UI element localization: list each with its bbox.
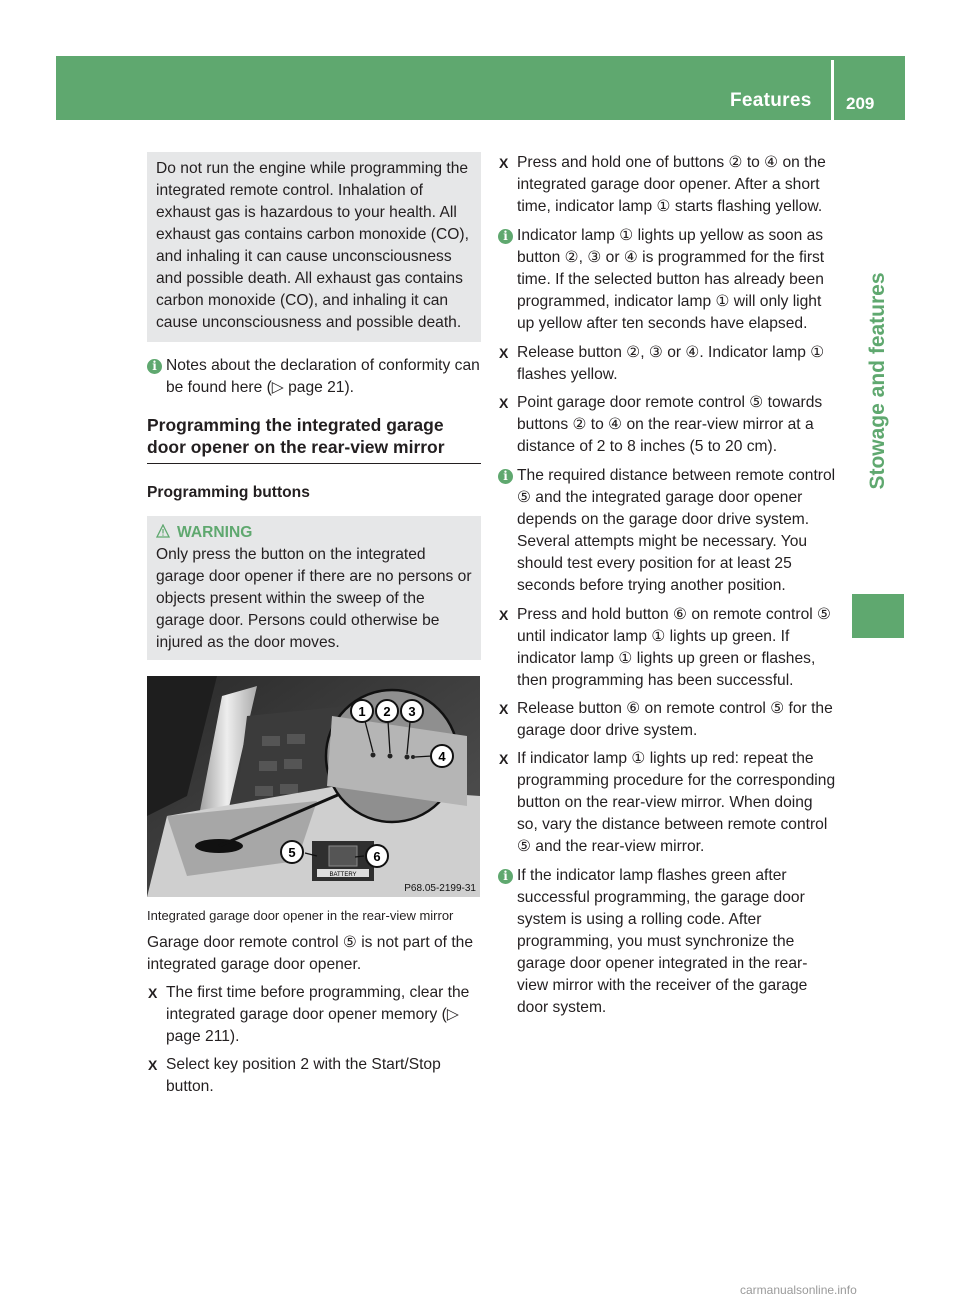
step-marker-icon: X [499, 701, 509, 717]
figure-code: P68.05-2199-31 [404, 883, 476, 894]
warning-box [147, 516, 481, 660]
callout-3: 3 [408, 704, 416, 719]
side-tab [852, 168, 904, 593]
info-note: i Indicator lamp ① lights up yellow as soon as button ②, ③ or ④ is programmed for the first time. If the selected button has already been programmed, indicator lamp ① will only light up yellow after ten seconds have elapsed. [498, 225, 836, 335]
step-marker-icon: X [499, 751, 509, 767]
warning-title: WARNING [177, 524, 253, 541]
info-icon: i [498, 869, 513, 884]
callout-5: 5 [288, 845, 296, 860]
danger-box [147, 152, 481, 342]
warning-heading [156, 522, 472, 544]
info-icon: i [498, 469, 513, 484]
step-marker-icon: X [148, 1057, 158, 1073]
body-paragraph: Garage door remote control ⑤ is not part of the integrated garage door opener. [147, 934, 474, 973]
step-item: X Press and hold button ⑥ on remote control ⑤ until indicator lamp ① lights up green. If indicator lamp ① lights up green or flashes, then programming has been successful. [499, 606, 832, 689]
step-item: X The first time before programming, clear the integrated garage door opener memory (▷ page 211). [148, 984, 470, 1045]
battery-label: BATTERY [329, 872, 357, 878]
left-column [147, 152, 481, 1098]
side-tab-label: Stowage and features [866, 271, 889, 490]
header-divider [831, 60, 834, 120]
page-number: 209 [846, 94, 875, 113]
info-icon: i [498, 229, 513, 244]
callout-1: 1 [358, 704, 366, 719]
right-column [498, 152, 836, 1019]
figure-caption: Integrated garage door opener in the rear-view mirror [147, 908, 454, 923]
step-item: X Release button ⑥ on remote control ⑤ for the garage door drive system. [499, 700, 833, 739]
warning-text: Only press the button on the integrated garage door opener if there are no persons or objects present within the sweep of the garage door. Persons could otherwise be injured as the door moves. [156, 546, 472, 651]
info-icon: i [147, 359, 162, 374]
warning-triangle-icon [156, 524, 170, 538]
step-item: X If indicator lamp ① lights up red: repeat the programming procedure for the corresponding button on the rear-view mirror. When doing so, vary the distance between remote control ⑤ and the rear-view mirror. [499, 750, 836, 855]
step-item: X Release button ②, ③ or ④. Indicator lamp ① flashes yellow. [499, 344, 825, 383]
step-item: X Press and hold one of buttons ② to ④ on the integrated garage door opener. After a short time, indicator lamp ① starts flashing yellow. [499, 154, 826, 215]
step-marker-icon: X [499, 395, 509, 411]
info-text: Notes about the declaration of conformity can be found here (▷ page 21). [166, 357, 480, 396]
watermark: carmanualsonline.info [740, 1283, 857, 1297]
step-item: X Select key position 2 with the Start/Stop button. [148, 1056, 441, 1095]
callout-6: 6 [373, 849, 381, 864]
section-title: Features [730, 90, 812, 111]
step-marker-icon: X [148, 985, 158, 1001]
mirror-illustration [147, 676, 480, 897]
callout-2: 2 [383, 704, 391, 719]
step-item: X Point garage door remote control ⑤ towards buttons ② to ④ on the rear-view mirror at a distance of 2 to 8 inches (5 to 20 cm). [499, 394, 823, 455]
info-note: i The required distance between remote control ⑤ and the integrated garage door opener depends on the garage door drive system. Several attempts might be necessary. You should test every position for at least 25 seconds before trying another position. [498, 465, 836, 597]
side-tab-marker [852, 594, 904, 638]
info-note [147, 355, 481, 399]
step-marker-icon: X [499, 607, 509, 623]
step-marker-icon: X [499, 155, 509, 171]
figure-mirror [147, 676, 480, 897]
danger-text: Do not run the engine while programming the integrated remote control. Inhalation of exhaust gas is hazardous to your health. All exhaust gas contains carbon monoxide (CO), and inhaling it can cause unconsciousness and possible death. All exhaust gas contains carbon monoxide (CO), and inhaling it can cause unconsciousness and possible death. [156, 160, 469, 331]
step-marker-icon: X [499, 345, 509, 361]
info-note: i If the indicator lamp flashes green after successful programming, the garage door system is using a rolling code. After programming, you must synchronize the garage door opener integrated in the rear-view mirror with the receiver of the garage door system. [498, 865, 836, 1019]
section-heading: Programming the integrated garage door opener on the rear-view mirror [147, 414, 481, 464]
callout-4: 4 [438, 749, 446, 764]
subheading: Programming buttons [147, 484, 310, 501]
